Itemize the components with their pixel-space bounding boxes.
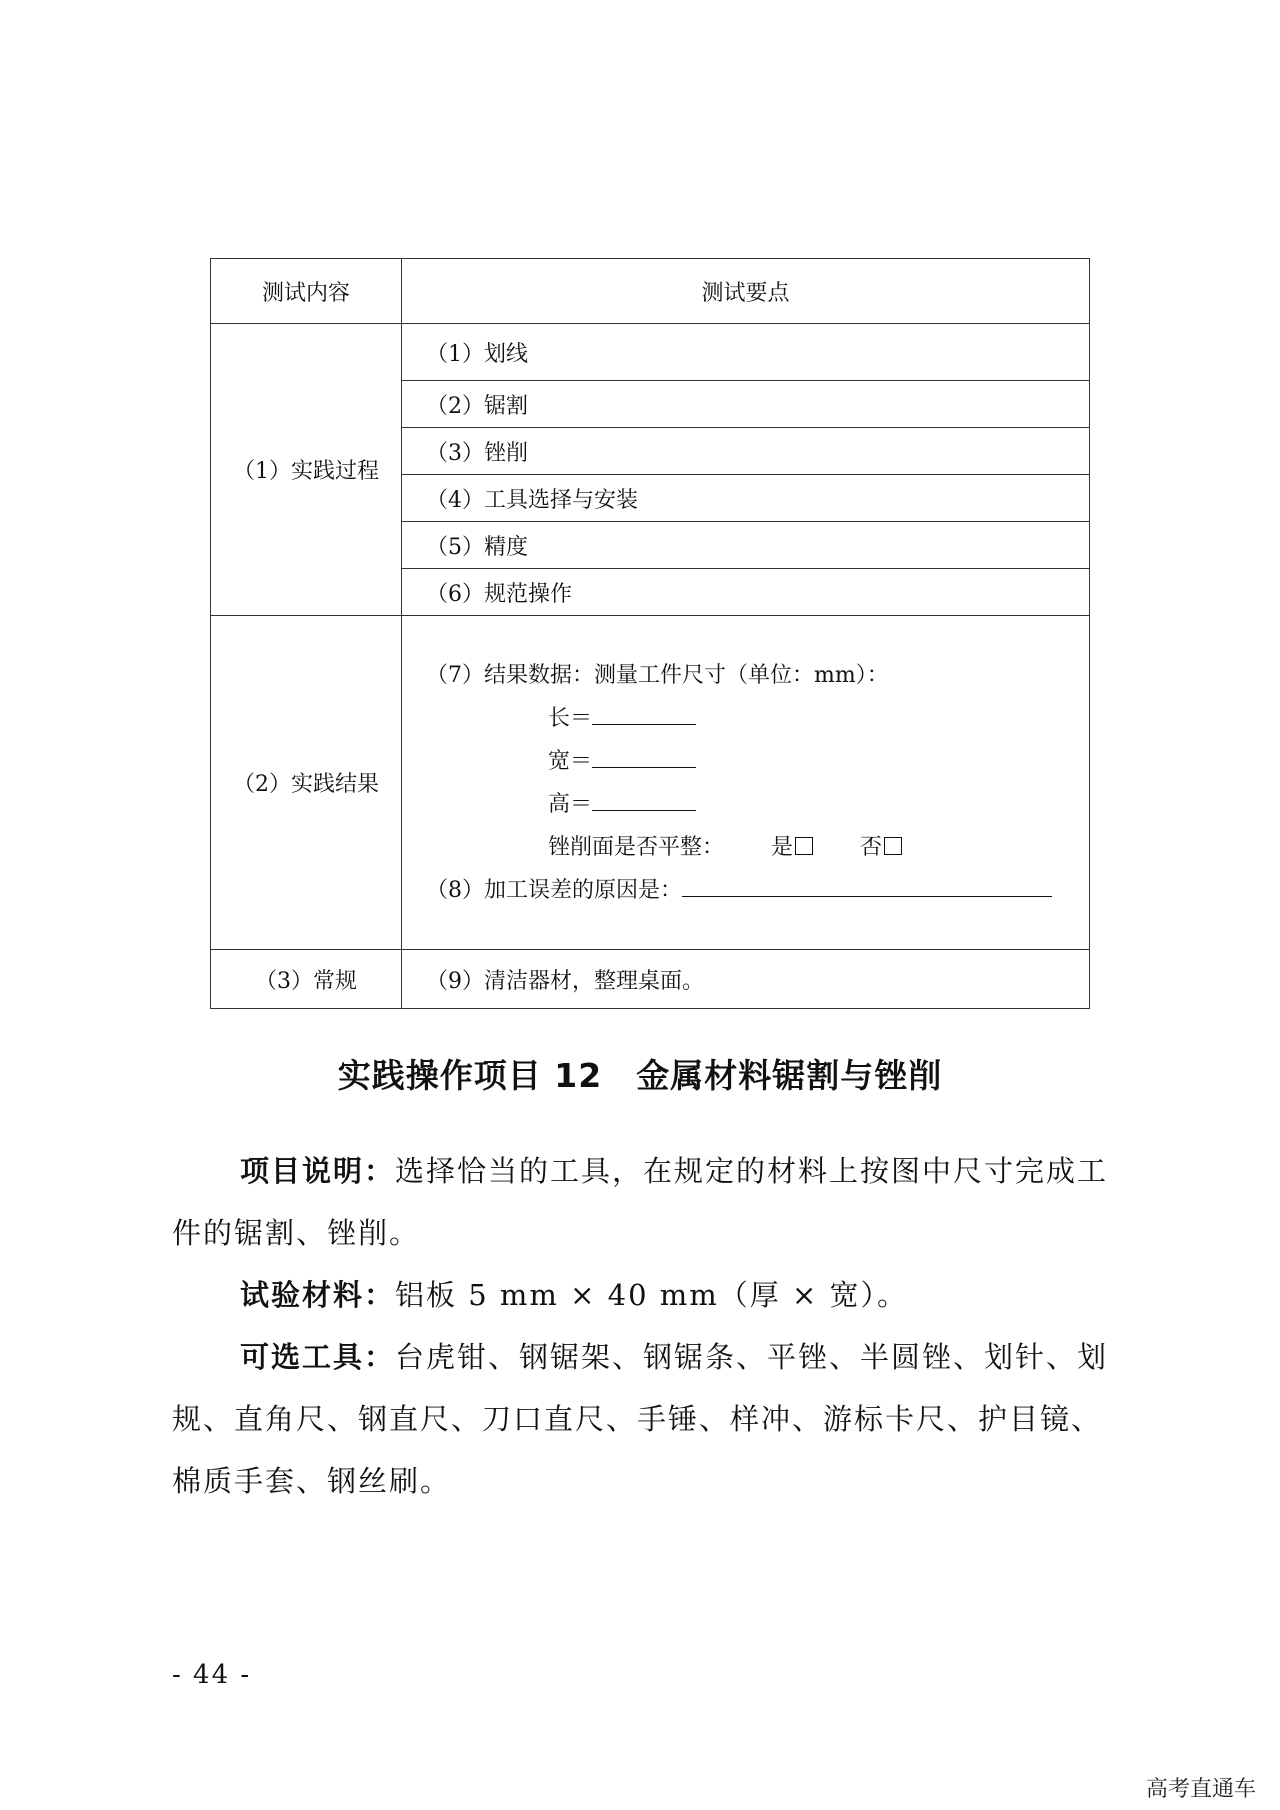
height-line: [426, 783, 1089, 826]
section2-label: （2）实践结果: [211, 616, 402, 950]
error-reason-blank[interactable]: [682, 870, 1052, 897]
title-part2: 金属材料锯割与锉削: [636, 1056, 943, 1095]
flatness-line: [426, 826, 1089, 869]
width-line: [426, 740, 1089, 783]
tools-text: 台虎钳、钢锯架、钢锯条、平锉、半圆锉、划针、划规、直角尺、钢直尺、刀口直尺、手锤、样冲、游标卡尺、护目镜、棉质手套、钢丝刷。: [172, 1340, 1109, 1498]
point-7: （7）结果数据：测量工件尺寸（单位：mm）：: [426, 662, 889, 688]
yes-label: 是: [771, 834, 794, 860]
project-description: [172, 1140, 1132, 1264]
length-line: [426, 697, 1089, 740]
height-label: 高＝: [548, 791, 593, 817]
section3-label: （3）常规: [211, 950, 402, 1009]
page-number: - 44 -: [172, 1660, 252, 1690]
point-3: （3）锉削: [402, 428, 1090, 475]
point-9: （9）清洁器材，整理桌面。: [402, 950, 1090, 1009]
material-text: 铝板 5 mm × 40 mm（厚 × 宽）。: [395, 1278, 908, 1312]
width-label: 宽＝: [548, 748, 593, 774]
yes-checkbox[interactable]: [795, 837, 813, 855]
test-material: [172, 1264, 1132, 1326]
title-part1: 实践操作项目 12: [337, 1056, 603, 1095]
section1-label: （1）实践过程: [211, 324, 402, 616]
flatness-question: 锉削面是否平整：: [548, 834, 725, 860]
point-8-line: [426, 869, 1089, 912]
no-label: 否: [860, 834, 883, 860]
header-test-content: 测试内容: [211, 259, 402, 324]
table-row: [211, 324, 1090, 381]
watermark: 高考直通车: [1145, 1777, 1256, 1802]
project-title: [0, 1050, 1280, 1097]
result-cell: [402, 616, 1090, 950]
test-table: [210, 258, 1090, 1009]
width-blank[interactable]: [592, 741, 696, 768]
table-header-row: [211, 259, 1090, 324]
point-5: （5）精度: [402, 522, 1090, 569]
point-2: （2）锯割: [402, 381, 1090, 428]
length-label: 长＝: [548, 705, 593, 731]
point-8: （8）加工误差的原因是：: [426, 877, 682, 903]
point-6: （6）规范操作: [402, 569, 1090, 616]
desc-text: 选择恰当的工具，在规定的材料上按图中尺寸完成工件的锯割、锉削。: [172, 1154, 1109, 1250]
no-checkbox[interactable]: [884, 837, 902, 855]
material-label: 试验材料：: [240, 1278, 396, 1312]
tools-label: 可选工具：: [240, 1340, 396, 1374]
table-row: [211, 616, 1090, 950]
table-row: [211, 950, 1090, 1009]
point-4: （4）工具选择与安装: [402, 475, 1090, 522]
header-test-points: 测试要点: [402, 259, 1090, 324]
desc-label: 项目说明：: [240, 1154, 396, 1188]
height-blank[interactable]: [592, 784, 696, 811]
point-1: （1）划线: [402, 324, 1090, 381]
optional-tools: [172, 1326, 1132, 1512]
length-blank[interactable]: [592, 698, 696, 725]
